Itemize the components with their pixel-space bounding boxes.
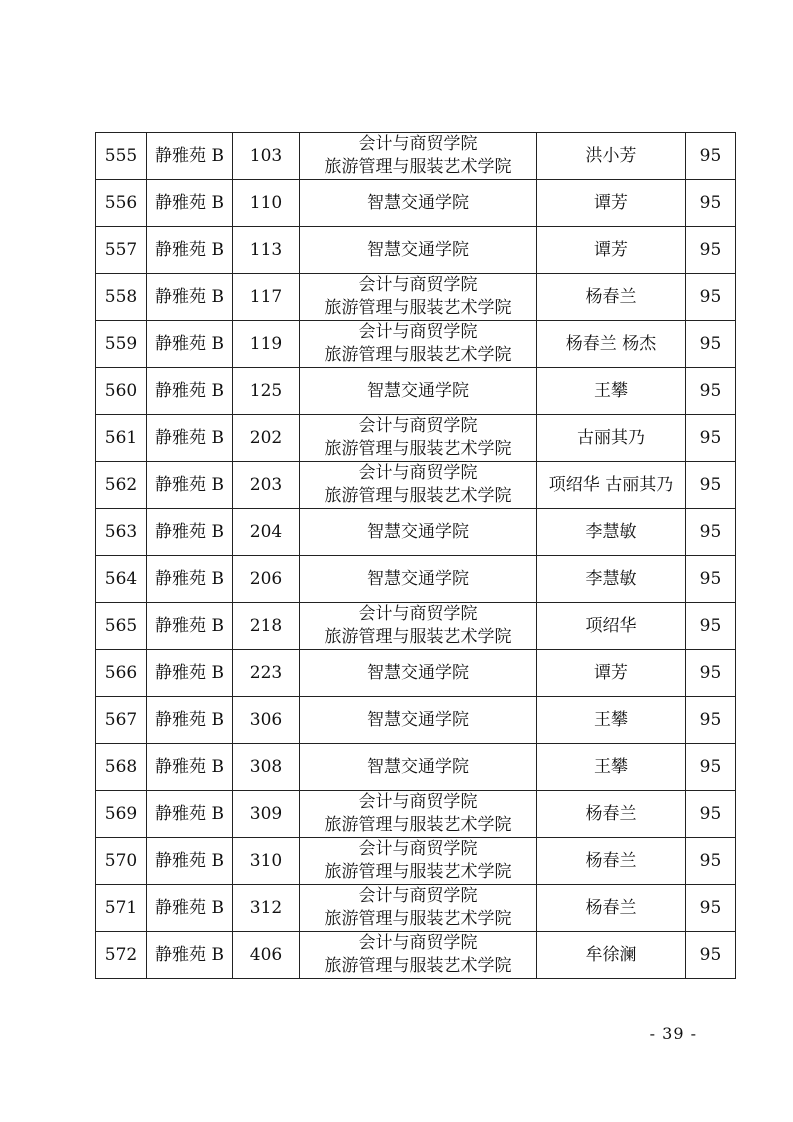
manager-name: 项绍华 (585, 615, 637, 636)
building-cell: 静雅苑 B (147, 415, 233, 462)
dormitory-score-table (95, 132, 736, 979)
room-cell: 406 (233, 932, 300, 979)
table-row (96, 180, 736, 227)
college-name: 智慧交通学院 (367, 380, 469, 401)
building-cell: 静雅苑 B (147, 791, 233, 838)
score-cell: 95 (686, 791, 736, 838)
room-cell: 308 (233, 744, 300, 791)
manager-cell (537, 133, 686, 180)
room-cell: 310 (233, 838, 300, 885)
score-cell: 95 (686, 838, 736, 885)
score-cell: 95 (686, 697, 736, 744)
manager-cell (537, 697, 686, 744)
manager-name: 项绍华 古丽其乃 (548, 474, 674, 495)
building-cell: 静雅苑 B (147, 932, 233, 979)
college-name: 旅游管理与服装艺术学院 (324, 956, 512, 976)
manager-name: 杨春兰 (585, 850, 637, 871)
row-number-cell: 566 (96, 650, 147, 697)
manager-cell (537, 650, 686, 697)
score-cell: 95 (686, 274, 736, 321)
manager-name: 谭芳 (594, 662, 628, 683)
row-number-cell: 565 (96, 603, 147, 650)
score-cell: 95 (686, 227, 736, 274)
manager-name: 杨春兰 杨杰 (565, 333, 657, 354)
building-cell: 静雅苑 B (147, 227, 233, 274)
room-cell: 110 (233, 180, 300, 227)
manager-cell (537, 932, 686, 979)
college-name: 智慧交通学院 (367, 192, 469, 213)
table-row (96, 885, 736, 932)
row-number-cell: 561 (96, 415, 147, 462)
score-cell: 95 (686, 509, 736, 556)
college-cell (300, 744, 537, 791)
row-number-cell: 567 (96, 697, 147, 744)
row-number-cell: 569 (96, 791, 147, 838)
manager-cell (537, 885, 686, 932)
table-row (96, 321, 736, 368)
college-name: 旅游管理与服装艺术学院 (324, 157, 512, 177)
table-row (96, 462, 736, 509)
manager-cell (537, 791, 686, 838)
college-cell (300, 556, 537, 603)
manager-cell (537, 556, 686, 603)
manager-cell (537, 180, 686, 227)
table-body (96, 133, 736, 979)
college-name: 旅游管理与服装艺术学院 (324, 298, 512, 318)
manager-cell (537, 274, 686, 321)
table-row (96, 744, 736, 791)
page-number: - 39 - (649, 1024, 697, 1043)
manager-name: 王攀 (594, 380, 628, 401)
row-number-cell: 555 (96, 133, 147, 180)
college-cell (300, 274, 537, 321)
building-cell: 静雅苑 B (147, 274, 233, 321)
table-row (96, 603, 736, 650)
college-name: 智慧交通学院 (367, 662, 469, 683)
college-cell (300, 509, 537, 556)
college-name: 旅游管理与服装艺术学院 (324, 862, 512, 882)
manager-name: 杨春兰 (585, 803, 637, 824)
manager-cell (537, 321, 686, 368)
college-name: 智慧交通学院 (367, 756, 469, 777)
college-name: 会计与商贸学院 (358, 886, 478, 906)
manager-cell (537, 227, 686, 274)
manager-cell (537, 603, 686, 650)
college-cell (300, 697, 537, 744)
row-number-cell: 570 (96, 838, 147, 885)
table-row (96, 415, 736, 462)
building-cell: 静雅苑 B (147, 462, 233, 509)
building-cell: 静雅苑 B (147, 368, 233, 415)
college-name: 会计与商贸学院 (358, 604, 478, 624)
college-name: 智慧交通学院 (367, 709, 469, 730)
table-row (96, 932, 736, 979)
row-number-cell: 571 (96, 885, 147, 932)
college-name: 会计与商贸学院 (358, 792, 478, 812)
table-row (96, 274, 736, 321)
room-cell: 113 (233, 227, 300, 274)
score-cell: 95 (686, 368, 736, 415)
row-number-cell: 568 (96, 744, 147, 791)
row-number-cell: 562 (96, 462, 147, 509)
college-name: 智慧交通学院 (367, 568, 469, 589)
table-row (96, 133, 736, 180)
college-cell (300, 180, 537, 227)
score-cell: 95 (686, 180, 736, 227)
building-cell: 静雅苑 B (147, 556, 233, 603)
college-cell (300, 932, 537, 979)
room-cell: 119 (233, 321, 300, 368)
room-cell: 309 (233, 791, 300, 838)
table-row (96, 650, 736, 697)
college-name: 旅游管理与服装艺术学院 (324, 345, 512, 365)
college-cell (300, 462, 537, 509)
college-cell (300, 227, 537, 274)
table-row (96, 227, 736, 274)
college-cell (300, 321, 537, 368)
row-number-cell: 556 (96, 180, 147, 227)
college-name: 会计与商贸学院 (358, 416, 478, 436)
building-cell: 静雅苑 B (147, 509, 233, 556)
row-number-cell: 563 (96, 509, 147, 556)
table-row (96, 838, 736, 885)
room-cell: 306 (233, 697, 300, 744)
manager-name: 牟徐澜 (585, 944, 637, 965)
building-cell: 静雅苑 B (147, 321, 233, 368)
college-cell (300, 368, 537, 415)
manager-cell (537, 509, 686, 556)
manager-name: 王攀 (594, 756, 628, 777)
score-cell: 95 (686, 462, 736, 509)
college-name: 旅游管理与服装艺术学院 (324, 439, 512, 459)
score-cell: 95 (686, 415, 736, 462)
college-name: 旅游管理与服装艺术学院 (324, 627, 512, 647)
manager-cell (537, 462, 686, 509)
score-cell: 95 (686, 744, 736, 791)
score-cell: 95 (686, 650, 736, 697)
table-row (96, 791, 736, 838)
building-cell: 静雅苑 B (147, 133, 233, 180)
college-cell (300, 603, 537, 650)
manager-cell (537, 838, 686, 885)
room-cell: 206 (233, 556, 300, 603)
row-number-cell: 557 (96, 227, 147, 274)
manager-name: 李慧敏 (585, 521, 637, 542)
room-cell: 103 (233, 133, 300, 180)
college-name: 会计与商贸学院 (358, 463, 478, 483)
score-cell: 95 (686, 603, 736, 650)
college-name: 会计与商贸学院 (358, 933, 478, 953)
manager-cell (537, 744, 686, 791)
college-name: 旅游管理与服装艺术学院 (324, 909, 512, 929)
building-cell: 静雅苑 B (147, 650, 233, 697)
college-name: 会计与商贸学院 (358, 322, 478, 342)
college-name: 会计与商贸学院 (358, 275, 478, 295)
score-cell: 95 (686, 932, 736, 979)
manager-name: 谭芳 (594, 192, 628, 213)
manager-name: 王攀 (594, 709, 628, 730)
table-row (96, 697, 736, 744)
score-cell: 95 (686, 556, 736, 603)
room-cell: 204 (233, 509, 300, 556)
college-cell (300, 885, 537, 932)
score-cell: 95 (686, 321, 736, 368)
college-cell (300, 415, 537, 462)
row-number-cell: 559 (96, 321, 147, 368)
manager-name: 谭芳 (594, 239, 628, 260)
manager-name: 古丽其乃 (577, 427, 645, 448)
table-row (96, 368, 736, 415)
room-cell: 117 (233, 274, 300, 321)
manager-cell (537, 368, 686, 415)
room-cell: 125 (233, 368, 300, 415)
score-cell: 95 (686, 885, 736, 932)
college-name: 智慧交通学院 (367, 239, 469, 260)
room-cell: 202 (233, 415, 300, 462)
college-cell (300, 838, 537, 885)
college-name: 会计与商贸学院 (358, 839, 478, 859)
building-cell: 静雅苑 B (147, 744, 233, 791)
room-cell: 218 (233, 603, 300, 650)
room-cell: 223 (233, 650, 300, 697)
room-cell: 203 (233, 462, 300, 509)
manager-name: 洪小芳 (585, 145, 637, 166)
college-cell (300, 650, 537, 697)
building-cell: 静雅苑 B (147, 697, 233, 744)
college-name: 旅游管理与服装艺术学院 (324, 486, 512, 506)
manager-cell (537, 415, 686, 462)
score-cell: 95 (686, 133, 736, 180)
building-cell: 静雅苑 B (147, 885, 233, 932)
building-cell: 静雅苑 B (147, 180, 233, 227)
row-number-cell: 564 (96, 556, 147, 603)
college-name: 智慧交通学院 (367, 521, 469, 542)
room-cell: 312 (233, 885, 300, 932)
college-name: 旅游管理与服装艺术学院 (324, 815, 512, 835)
table-row (96, 556, 736, 603)
row-number-cell: 560 (96, 368, 147, 415)
college-cell (300, 791, 537, 838)
building-cell: 静雅苑 B (147, 838, 233, 885)
building-cell: 静雅苑 B (147, 603, 233, 650)
manager-name: 李慧敏 (585, 568, 637, 589)
row-number-cell: 558 (96, 274, 147, 321)
manager-name: 杨春兰 (585, 897, 637, 918)
table-row (96, 509, 736, 556)
manager-name: 杨春兰 (585, 286, 637, 307)
college-cell (300, 133, 537, 180)
row-number-cell: 572 (96, 932, 147, 979)
college-name: 会计与商贸学院 (358, 134, 478, 154)
